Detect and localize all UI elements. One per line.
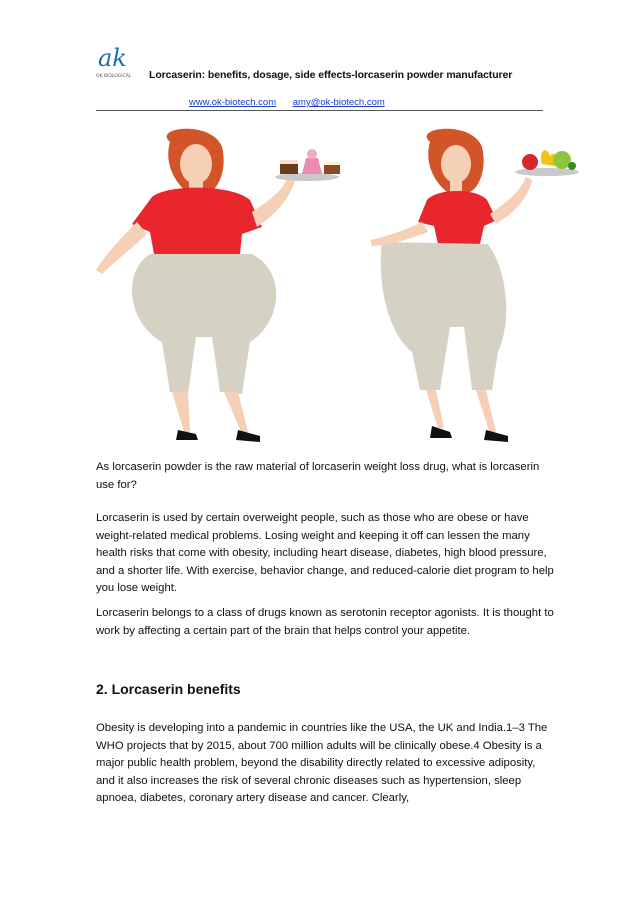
logo-text: ak	[98, 44, 127, 72]
paragraph-benefits: Obesity is developing into a pandemic in countries like the USA, the UK and India.1–3 The WHO projects that by 2015, about 700 million adults will be clinically obese.4 Obesity is a major public health problem, beyond the disability directly related to excessive adiposity, and it also increases the risk of several chronic diseases such as hypertension, sleep apnoea, diabetes, coronary artery disease and cancer. Clearly,	[96, 722, 548, 805]
document-title: Lorcaserin: benefits, dosage, side effects-lorcaserin powder manufacturer	[149, 69, 513, 81]
paragraph-intro: As lorcaserin powder is the raw material of lorcaserin weight loss drug, what is lorcaserin use for?	[96, 461, 540, 491]
paragraph-mechanism: Lorcaserin belongs to a class of drugs known as serotonin receptor agonists. It is thought to work by affecting a certain part of the brain that helps control your appetite.	[96, 607, 554, 637]
header-divider	[96, 110, 543, 111]
company-logo	[96, 44, 140, 80]
overweight-woman-figure	[96, 129, 340, 442]
logo-subtext: OK BIOLOGICAL	[96, 74, 132, 79]
paragraph-usage: Lorcaserin is used by certain overweight people, such as those who are obese or have weight-related medical problems. Losing weight and keeping it off can lessen the many health risks that come with obesity, including heart disease, diabetes, high blood pressure, and a shorter life. With exercise, behavior change, and reduced-calorie diet program to help you lose weight.	[96, 512, 554, 595]
before-after-illustration	[92, 122, 592, 447]
website-link[interactable]: www.ok-biotech.com	[189, 97, 277, 108]
section-heading-benefits: 2. Lorcaserin benefits	[96, 681, 241, 697]
email-link[interactable]: amy@ok-biotech.com	[292, 97, 385, 108]
slim-woman-figure	[370, 129, 579, 442]
header-contact-links	[189, 97, 399, 108]
